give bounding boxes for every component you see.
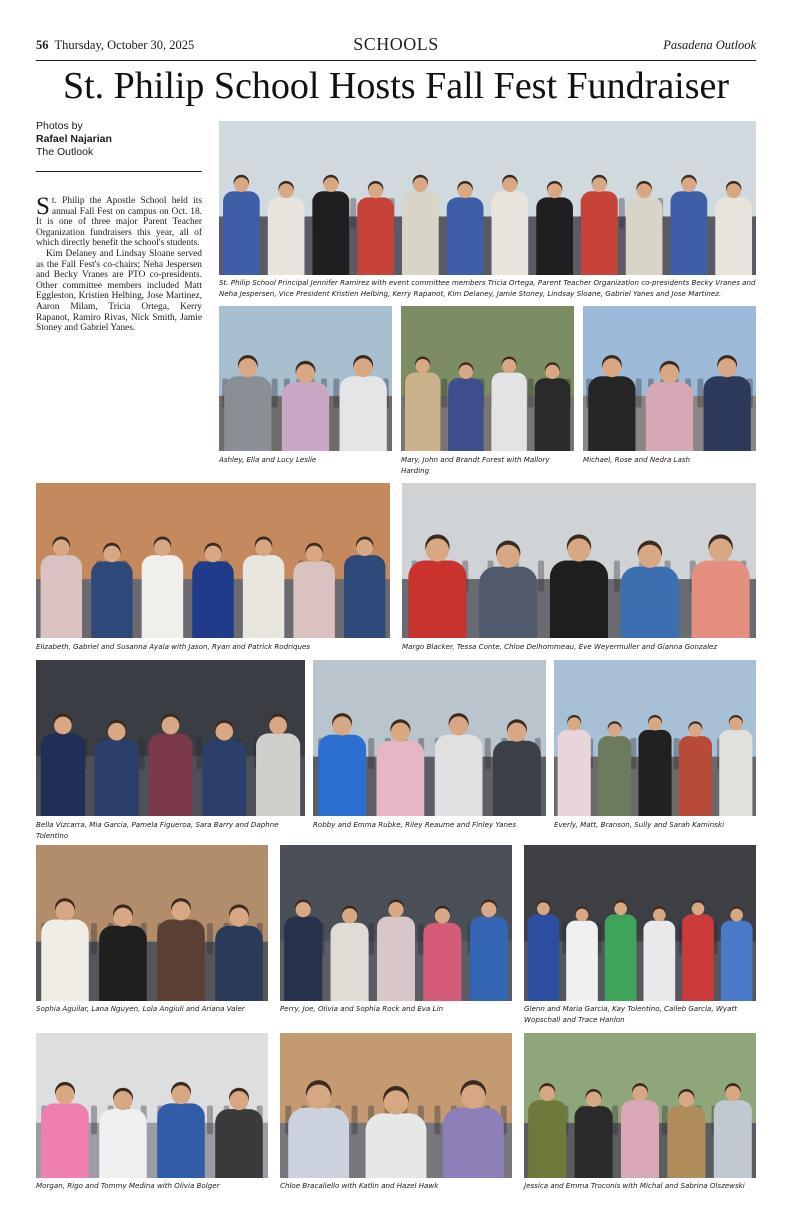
person-body — [719, 730, 752, 816]
caption-bracaliello: Chloe Bracaliello with Katlin and Hazel Hawk — [280, 1181, 439, 1190]
person-face — [458, 183, 473, 198]
photo-committee — [219, 121, 756, 275]
person-face — [229, 908, 248, 927]
person-body — [402, 191, 439, 275]
background-figure — [619, 198, 625, 229]
person-body — [643, 921, 675, 1001]
person-face — [255, 539, 272, 556]
person-face — [614, 902, 627, 915]
caption-troconis: Jessica and Emma Troconis with Michal and Sabrina Olszewski — [524, 1181, 745, 1190]
person-body — [470, 916, 508, 1001]
person-face — [679, 1092, 694, 1107]
person-face — [637, 183, 652, 198]
person-face — [55, 1085, 74, 1104]
person-body — [715, 197, 752, 275]
background-figure — [207, 923, 213, 954]
issue-date: Thursday, October 30, 2025 — [54, 38, 195, 52]
person-face — [502, 359, 516, 373]
photo-medina — [36, 1033, 268, 1178]
person-face — [461, 1084, 485, 1108]
background-figure — [272, 379, 278, 408]
photo-forest — [401, 306, 574, 451]
person-body — [581, 191, 618, 275]
caption-leslie: Ashley, Ella and Lucy Leslie — [219, 455, 317, 464]
person-body — [331, 923, 369, 1001]
photo-illustration — [36, 1033, 268, 1178]
background-figure — [538, 561, 544, 592]
person-body — [157, 1103, 205, 1178]
person-face — [205, 546, 222, 563]
person-body — [91, 561, 132, 638]
person-body — [638, 730, 671, 816]
background-figure — [368, 923, 374, 954]
person-body — [99, 926, 147, 1001]
photo-aguilar — [36, 845, 268, 1001]
photo-blacker — [402, 483, 756, 638]
background-figure — [350, 198, 356, 229]
person-face — [449, 716, 468, 735]
person-body — [692, 560, 750, 638]
photo-bracaliello — [280, 1033, 512, 1178]
person-face — [113, 1091, 132, 1110]
photo-illustration — [554, 660, 756, 816]
person-face — [689, 724, 702, 737]
photo-vizcarra — [36, 660, 305, 816]
person-face — [426, 538, 449, 561]
person-body — [41, 1103, 89, 1178]
person-body — [313, 191, 350, 275]
person-body — [575, 1106, 613, 1178]
person-body — [243, 555, 284, 638]
person-body — [621, 567, 679, 638]
person-face — [234, 177, 249, 192]
background-figure — [418, 923, 424, 954]
person-body — [215, 926, 263, 1001]
person-face — [602, 358, 621, 377]
person-face — [108, 723, 126, 741]
person-face — [718, 358, 737, 377]
person-body — [667, 1106, 705, 1178]
person-body — [491, 372, 526, 451]
background-figure — [368, 738, 374, 769]
caption-committee: St. Philip School Principal Jennifer Ramirez with event committee members Tricia Ortega, Parent Teacher Organization co-presidents Becky Vranes and Neha Jespersen, Vice President Kristien Helbing, Kerry Rapanot, Kim Delaney, Jamie Stoney, Lindsay Sloane, Gabriel Yanes and Jose Martinez. — [219, 278, 756, 298]
caption-medina: Morgan, Rigo and Tommy Medina with Olivia Bolger — [36, 1181, 220, 1190]
person-face — [592, 177, 607, 192]
person-face — [567, 538, 590, 561]
story-paragraph: Kim Delaney and Lindsay Sloane served as the Fall Fest's co-chairs; Neha Jespersen and Becky Vranes are PTO co-presidents. Other committee members included Matt Eggleston, Kristien Helbing, Jose Martinez, Aaron Milam, Tricia Ortega, Kerry Rapanot, Ramiro Rivas, Nick Smith, Jamie Stoney and Gabriel Yanes. — [36, 248, 202, 334]
background-figure — [612, 1106, 618, 1135]
header-rule — [36, 60, 756, 61]
person-body — [535, 378, 570, 451]
background-figure — [485, 738, 491, 769]
person-face — [481, 902, 496, 917]
person-face — [54, 717, 72, 735]
person-body — [704, 376, 751, 451]
background-figure — [636, 379, 642, 408]
person-face — [368, 183, 383, 198]
caption-rock: Perry, Joe, Olivia and Sophia Rock and Eva Lin — [280, 1004, 444, 1013]
person-body — [721, 921, 753, 1001]
person-face — [154, 539, 171, 556]
paragraph-text: t. Philip the Apostle School held its annual Fall Fest on campus on Oct. 18. It is one of three major Parent Teacher Organization fundraisers this year, all of which directly benefit the school's students. — [36, 196, 202, 249]
person-body — [293, 561, 334, 638]
person-body — [682, 914, 714, 1001]
person-face — [342, 908, 357, 923]
person-body — [215, 1109, 263, 1178]
person-body — [621, 1100, 659, 1178]
photo-leslie — [219, 306, 392, 451]
person-body — [588, 376, 635, 451]
photo-kaminski — [554, 660, 756, 816]
person-body — [223, 191, 260, 275]
headline: St. Philip School Hosts Fall Fest Fundraiser — [62, 65, 730, 107]
person-face — [725, 1086, 740, 1101]
caption-lash: Michael, Rose and Nedra Lash — [583, 455, 691, 464]
person-face — [269, 717, 287, 735]
person-face — [104, 546, 121, 563]
photo-illustration — [524, 1033, 756, 1178]
person-body — [366, 1113, 427, 1178]
person-body — [202, 740, 246, 816]
person-body — [671, 191, 708, 275]
background-figure — [528, 379, 534, 408]
person-body — [492, 191, 529, 275]
photo-garcia — [524, 845, 756, 1001]
person-face — [171, 1085, 190, 1104]
person-face — [660, 364, 679, 383]
photo-rubke — [313, 660, 546, 816]
person-face — [356, 539, 373, 556]
background-figure — [207, 1106, 213, 1135]
background-figure — [674, 738, 680, 769]
person-face — [229, 1091, 248, 1110]
credit-outlet: The Outlook — [36, 146, 94, 158]
person-face — [391, 723, 410, 742]
person-face — [459, 365, 473, 379]
person-face — [682, 177, 697, 192]
drop-cap: S — [36, 193, 50, 220]
page-number: 56 — [36, 38, 49, 52]
person-body — [142, 555, 183, 638]
person-body — [256, 733, 300, 816]
person-body — [443, 1108, 504, 1178]
person-body — [646, 382, 693, 451]
caption-rubke: Robby and Emma Rubke, Riley Reaume and Finley Yanes — [313, 820, 517, 829]
background-figure — [614, 561, 620, 592]
person-face — [586, 1092, 601, 1107]
person-face — [507, 723, 526, 742]
person-face — [238, 358, 257, 377]
person-body — [408, 560, 466, 638]
person-body — [527, 914, 559, 1001]
person-face — [638, 545, 661, 568]
photographer-name: Rafael Najarian — [36, 133, 112, 145]
person-face — [296, 364, 315, 383]
person-body — [288, 1108, 349, 1178]
photo-illustration — [583, 306, 756, 451]
person-face — [413, 177, 428, 192]
person-face — [324, 177, 339, 192]
background-figure — [662, 1106, 668, 1135]
person-body — [377, 916, 415, 1001]
photo-illustration — [219, 121, 756, 275]
person-body — [41, 919, 89, 1001]
photo-ayala — [36, 483, 390, 638]
photo-illustration — [36, 845, 268, 1001]
person-face — [215, 723, 233, 741]
background-figure — [352, 1106, 358, 1135]
person-face — [55, 901, 74, 920]
photo-credit — [36, 120, 202, 159]
background-figure — [697, 379, 703, 408]
photo-illustration — [524, 845, 756, 1001]
person-body — [423, 923, 461, 1001]
article-body — [36, 193, 202, 334]
person-face — [384, 1090, 408, 1114]
person-face — [653, 909, 666, 922]
person-body — [268, 197, 305, 275]
person-body — [447, 197, 484, 275]
person-face — [113, 908, 132, 927]
person-body — [41, 555, 82, 638]
caption-forest: Mary, John and Brandt Forest with Mallory Harding — [401, 455, 550, 475]
publication-name: Pasadena Outlook — [663, 38, 756, 52]
person-body — [192, 561, 233, 638]
person-face — [162, 717, 180, 735]
person-face — [568, 717, 581, 730]
person-face — [576, 909, 589, 922]
person-face — [416, 359, 430, 373]
person-body — [357, 197, 394, 275]
person-body — [479, 567, 537, 638]
photo-illustration — [313, 660, 546, 816]
person-face — [692, 902, 705, 915]
person-body — [679, 736, 712, 816]
person-body — [550, 560, 608, 638]
person-body — [284, 916, 322, 1001]
person-body — [626, 197, 663, 275]
caption-vizcarra: Bella Vizcarra, Mia Garcia, Pamela Figueroa, Sara Barry and Daphne Tolentino — [36, 820, 279, 840]
person-face — [608, 724, 621, 737]
person-body — [148, 733, 192, 816]
person-face — [648, 717, 661, 730]
credit-rule — [36, 171, 202, 172]
person-face — [306, 1084, 330, 1108]
person-body — [376, 741, 424, 816]
photo-troconis — [524, 1033, 756, 1178]
person-face — [388, 902, 403, 917]
person-body — [41, 733, 85, 816]
person-body — [566, 921, 598, 1001]
person-body — [344, 555, 385, 638]
person-face — [497, 545, 520, 568]
person-face — [730, 909, 743, 922]
photo-rock — [280, 845, 512, 1001]
caption-aguilar: Sophia Aguilar, Lana Nguyen, Lola Angiuli and Ariana Valer — [36, 1004, 245, 1013]
person-face — [279, 183, 294, 198]
background-figure — [441, 379, 447, 408]
person-face — [53, 539, 70, 556]
photo-illustration — [280, 1033, 512, 1178]
person-body — [224, 376, 271, 451]
photo-illustration — [36, 483, 390, 638]
credit-label: Photos by — [36, 120, 83, 132]
person-body — [558, 730, 591, 816]
caption-kaminski: Everly, Matt, Branson, Sully and Sarah Kaminski — [554, 820, 725, 829]
photo-illustration — [402, 483, 756, 638]
person-body — [448, 378, 483, 451]
person-body — [157, 919, 205, 1001]
background-figure — [434, 1106, 440, 1135]
person-body — [405, 372, 440, 451]
person-body — [340, 376, 387, 451]
person-body — [598, 736, 631, 816]
person-face — [333, 716, 352, 735]
person-face — [540, 1086, 555, 1101]
person-face — [354, 358, 373, 377]
caption-blacker: Margo Blacker, Tessa Conte, Chloe Delhommeau, Eve Weyermuller and Gianna Gonzalez — [402, 642, 718, 651]
photo-illustration — [280, 845, 512, 1001]
section-title: SCHOOLS — [353, 34, 439, 54]
background-figure — [196, 738, 202, 769]
person-face — [537, 902, 550, 915]
photo-illustration — [219, 306, 392, 451]
person-face — [435, 908, 450, 923]
person-body — [99, 1109, 147, 1178]
background-figure — [139, 738, 145, 769]
background-figure — [630, 738, 636, 769]
background-figure — [91, 1106, 97, 1135]
person-body — [493, 741, 541, 816]
person-face — [547, 183, 562, 198]
background-figure — [333, 379, 339, 408]
person-body — [714, 1100, 752, 1178]
person-face — [729, 717, 742, 730]
person-face — [726, 183, 741, 198]
person-body — [282, 382, 329, 451]
background-figure — [91, 923, 97, 954]
person-body — [528, 1100, 566, 1178]
person-face — [171, 901, 190, 920]
person-face — [709, 538, 732, 561]
person-body — [536, 197, 573, 275]
person-face — [296, 902, 311, 917]
page-header — [36, 34, 756, 58]
person-body — [318, 735, 366, 816]
person-body — [95, 740, 139, 816]
caption-ayala: Elizabeth, Gabriel and Susanna Ayala with Jason, Ryan and Patrick Rodriques — [36, 642, 311, 651]
person-face — [545, 365, 559, 379]
photo-lash — [583, 306, 756, 451]
person-face — [306, 546, 323, 563]
person-body — [435, 735, 483, 816]
caption-garcia: Glenn and Maria Garcia, Kay Tolentino, Caileb Garcia, Wyatt Wopschall and Trace Hanlon — [524, 1004, 738, 1024]
person-body — [605, 914, 637, 1001]
story-paragraph — [36, 193, 202, 249]
photo-illustration — [401, 306, 574, 451]
person-face — [503, 177, 518, 192]
photo-illustration — [36, 660, 305, 816]
person-face — [632, 1086, 647, 1101]
